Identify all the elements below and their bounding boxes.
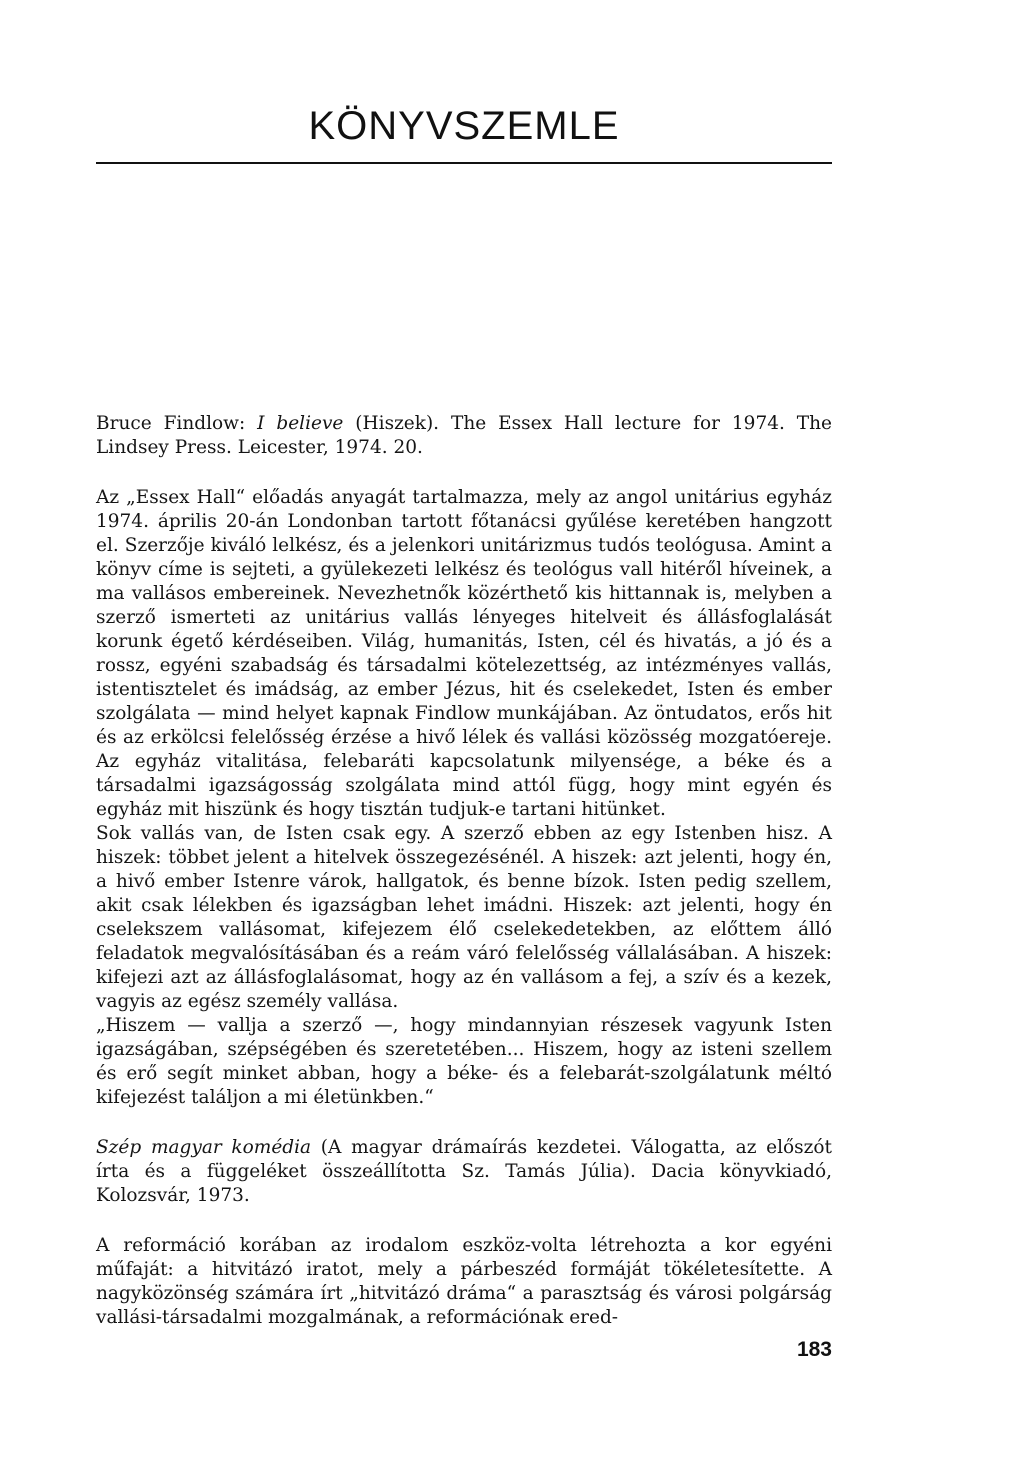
review2-bib-details: (A magyar drámaírás kezdetei. Válogatta, az előszót írta és a függeléket összeállította Sz. Tamás Júlia). Dacia könyvkiadó, Kolozsvár, 1973. <box>96 1137 832 1206</box>
review2-work-title: Szép magyar komédia <box>96 1137 312 1158</box>
review1-paragraph-3: „Hiszem — vallja a szerző —, hogy mindannyian részesek vagyunk Isten igazságában, szépségében és szeretetében... Hiszem, hogy az isteni szellem és erő segít minket abban, hogy a béke- és a felebarát-szolgálatunk méltó kifejezést találjon a mi életünkben.“ <box>96 1015 832 1108</box>
review2-bibliography <box>96 1136 832 1208</box>
review1-author: Bruce Findlow: <box>96 413 258 434</box>
page-content <box>96 412 832 1330</box>
title-divider <box>96 162 832 164</box>
review1-paragraph-1: Az „Essex Hall“ előadás anyagát tartalmazza, mely az angol unitárius egyház 1974. április 20-án Londonban tartott főtanácsi gyűlése keretében hangzott el. Szerzője kiváló lelkész, és a jelenkori unitárizmus tudós teológusa. Amint a könyv címe is sejteti, a gyülekezeti lelkész és teológus vall hitéről híveinek, a ma vallásos embereinek. Nevezhetnők közérthető kis hittannak is, melyben a szerző ismerteti az unitárius vallás lényeges hitelveit és állásfoglalását korunk égető kérdéseiben. Világ, humanitás, Isten, cél és hivatás, a jó és a rossz, egyéni szabadság és társadalmi kötelezettség, az intézményes vallás, istentisztelet és imádság, az ember Jézus, hit és cselekedet, Isten és ember szolgálata — mind helyet kapnak Findlow munkájában. Az öntudatos, erős hit és az erkölcsi felelősség érzése a hivő lélek és vallási közösség mozgatóereje. Az egyház vitalitása, felebaráti kapcsolatunk milyensége, a béke és a társadalmi igazságosság szolgálata mind attól függ, hogy mint egyén és egyház mit hiszünk és hogy tisztán tudjuk-e tartani hitünket. <box>96 487 832 820</box>
review1-paragraph-2: Sok vallás van, de Isten csak egy. A szerző ebben az egy Istenben hisz. A hiszek: többet jelent a hitelvek összegezésénél. A hiszek: azt jelenti, hogy én, a hivő ember Istenre várok, hallgatok, és benne bízok. Isten pedig szellem, akit csak lélekben és igazságban lehet imádni. Hiszek: azt jelenti, hogy én cselekszem vallásomat, kifejezem élő cselekedetekben, az előttem álló feladatok megvalósításában és a reám váró felelősség vállalásában. A hiszek: kifejezi azt az állásfoglalásomat, hogy az én vallásom a fej, a szív és a kezek, vagyis az egész személy vallása. <box>96 823 832 1012</box>
review1-bibliography <box>96 412 832 460</box>
review2-paragraph-1: A reformáció korában az irodalom eszköz-volta létrehozta a kor egyéni műfaját: a hitvitázó iratot, mely a párbeszéd formáját tökéletesítette. A nagyközönség számára írt „hitvitázó dráma“ a parasztság és városi polgárság vallási-társadalmi mozgalmának, a reformációnak ered- <box>96 1235 832 1328</box>
review1-work-title: I believe <box>257 413 344 434</box>
page-title: KÖNYVSZEMLE <box>308 104 620 148</box>
page-number: 183 <box>796 1338 832 1361</box>
document-page <box>96 0 832 1477</box>
review1-bib-details: (Hiszek). The Essex Hall lecture for 1974. The Lindsey Press. Leicester, 1974. 20. <box>96 413 832 458</box>
